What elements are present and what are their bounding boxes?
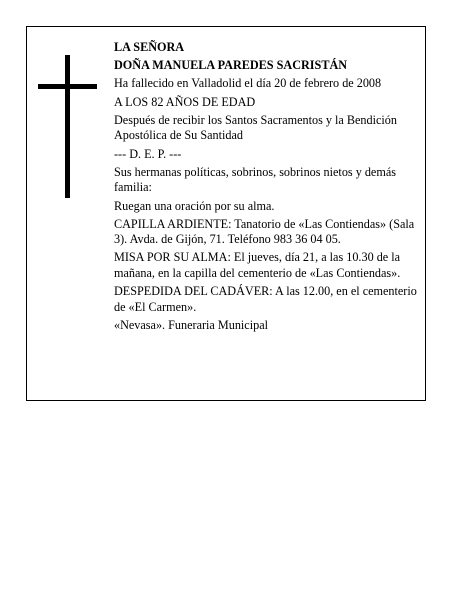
deceased-name: DOÑA MANUELA PAREDES SACRISTÁN [114,58,348,73]
family-statement: Sus hermanas políticas, sobrinos, sobrinos nietos y demás familia: [114,164,396,195]
farewell-info: DESPEDIDA DEL CADÁVER: A las 12.00, en el cementerio de «El Carmen». [114,284,417,314]
notice-title-line: LA SEÑORA [114,40,185,54]
funeral-home: «Nevasa». Funeraria Municipal [114,318,268,333]
cross-vertical-bar [65,55,70,198]
death-statement: Ha fallecido en Valladolid el día 20 de febrero de 2008 [114,76,382,91]
rip-line: --- D. E. P. --- [114,146,182,161]
sacraments-statement: Después de recibir los Santos Sacramentos y la Bendición Apostólica de Su Santidad [114,112,397,143]
obituary-notice [26,26,426,401]
mass-info: MISA POR SU ALMA: El jueves, día 21, a las 10.30 de la mañana, en la capilla del cementerio de «Las Contiendas». [114,250,401,281]
notice-text [114,40,424,336]
chapel-info: CAPILLA ARDIENTE: Tanatorio de «Las Contiendas» (Sala 3). Avda. de Gijón, 71. Teléfono 983 36 04 05. [114,216,415,247]
cross-horizontal-bar [38,84,97,89]
prayer-request: Ruegan una oración por su alma. [114,198,275,213]
age-statement: A LOS 82 AÑOS DE EDAD [114,94,256,109]
